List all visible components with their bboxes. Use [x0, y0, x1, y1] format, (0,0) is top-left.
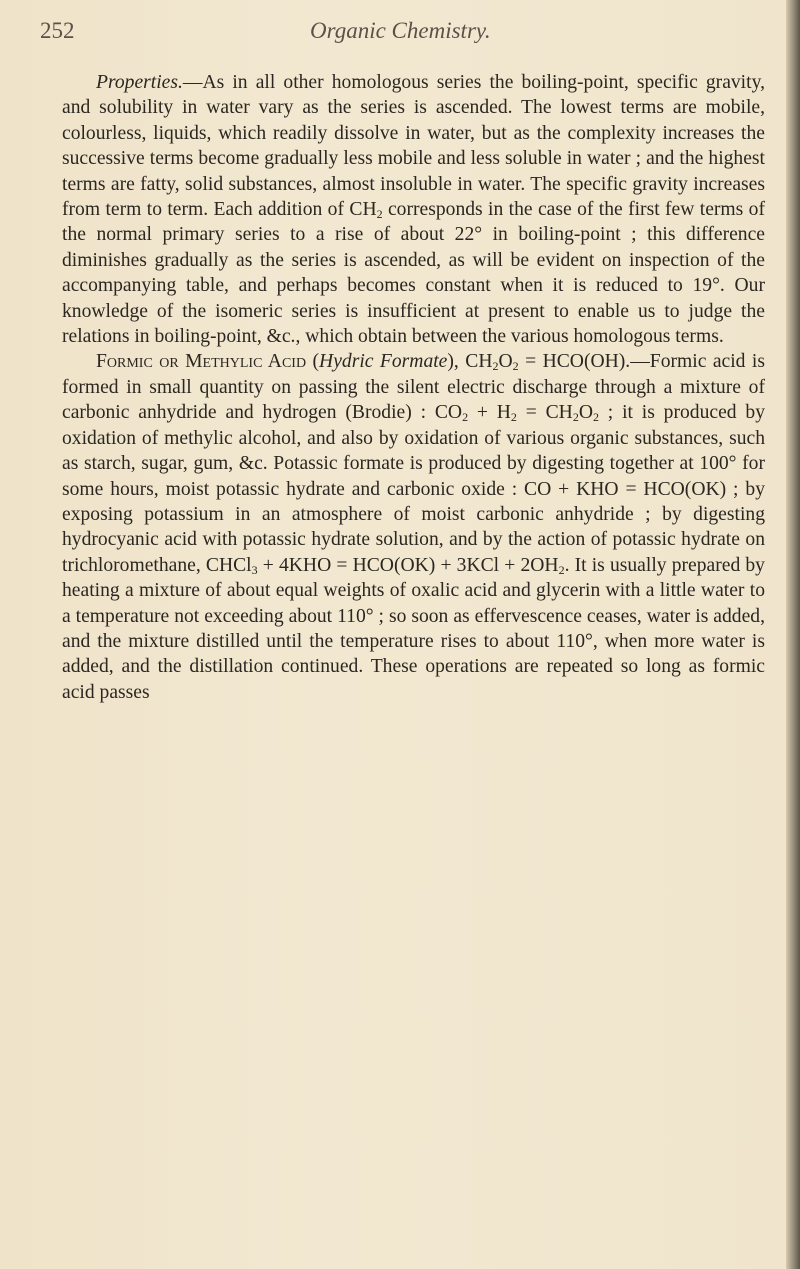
subscript: 2	[592, 410, 599, 425]
formic-text: . It is usually prepared by heating a mixture of about equal weights of oxalic acid and glycerin with a little water to a temperature not exceeding about 110° ; so soon as effervescence ceases, water is added, and the mixture distilled until the temperature rises to about 110°, when more water is added, and the distillation continued. These operations are repeated so long as formic acid passes	[62, 554, 765, 703]
formic-heading: Formic or Methylic Acid	[96, 351, 307, 373]
formula-text: ), CH	[447, 351, 493, 373]
properties-text: —As in all other homologous series the boiling-point, specific gravity, and solubility in water vary as the series is ascended. The lowest terms are mobile, colourless, liquids, which readily dissolve in water, but as the complexity increases the successive terms become gradually less mobile and less soluble in water ; and the highest terms are fatty, solid substances, almost insoluble in water. The specific gravity increases from term to term. Each addition of CH	[62, 72, 765, 221]
paragraph-properties	[62, 70, 765, 349]
subscript: 2	[558, 562, 565, 577]
subscript: 2	[462, 410, 469, 425]
subscript: 2	[572, 410, 579, 425]
formic-text: = HCO(OH).—Formic acid is formed in small quantity on passing the silent electric discharge through a mixture of carbonic anhydride and hydrogen (Brodie) : CO	[62, 351, 765, 424]
page-number: 252	[40, 18, 75, 43]
subscript: 2	[512, 359, 519, 374]
formic-text: + 4KHO = HCO(OK) + 3KCl + 2OH	[257, 554, 559, 576]
body-text	[62, 70, 765, 705]
properties-heading: Properties.	[96, 72, 183, 93]
subscript: 3	[251, 562, 258, 577]
formic-text: O	[578, 402, 593, 424]
page-edge-shadow	[786, 0, 800, 1269]
formic-text: = CH	[516, 402, 573, 424]
hydric-formate: Hydric Formate	[319, 351, 448, 373]
formic-text: + H	[468, 402, 511, 424]
formic-text: ; it is produced by oxidation of methylic alcohol, and also by oxidation of various organic substances, such as starch, sugar, gum, &c. Potassic formate is produced by digesting together at 100° for some hours, moist potassic hydrate and carbonic oxide : CO + KHO = HCO(OK) ; by exposing potassium in an atmosphere of moist carbonic anhydride ; by digesting hydrocyanic acid with potassic hydrate solution, and by the action of potassic hydrate on trichloromethane, CHCl	[62, 402, 765, 576]
paragraph-formic-acid	[62, 349, 765, 705]
page-header	[40, 18, 760, 50]
running-title: Organic Chemistry.	[310, 18, 491, 43]
properties-text-continued: corresponds in the case of the first few terms of the normal primary series to a rise of about 22° in boiling-point ; this difference diminishes gradually as the series is ascended, as will be evident on inspection of the accompanying table, and perhaps becomes constant when it is reduced to 19°. Our knowledge of the isomeric series is insufficient at present to enable us to judge the relations in boiling-point, &c., which obtain between the various homologous terms.	[62, 199, 765, 348]
subscript: 2	[492, 359, 499, 374]
formula-text: O	[498, 351, 513, 373]
subscript: 2	[376, 207, 383, 222]
paren-open: (	[306, 351, 320, 373]
subscript: 2	[510, 410, 517, 425]
